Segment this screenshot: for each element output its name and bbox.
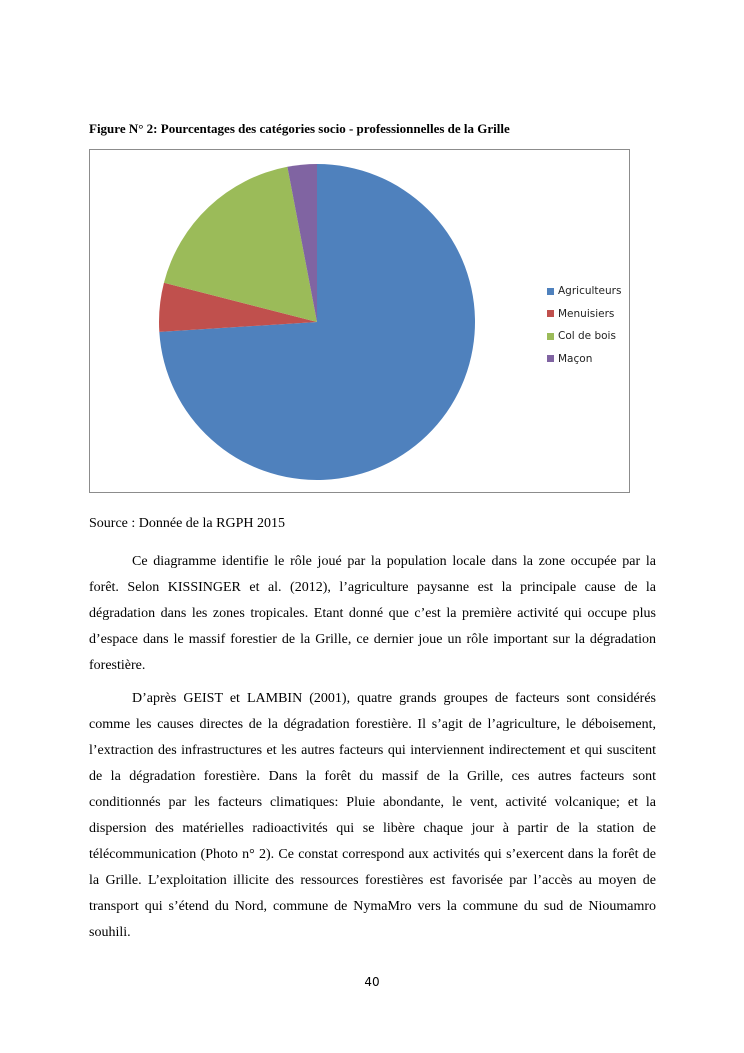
legend-swatch (547, 288, 554, 295)
figure-title: Figure N° 2: Pourcentages des catégories socio - professionnelles de la Grille (89, 121, 510, 136)
paragraph-2: D’après GEIST et LAMBIN (2001), quatre grands groupes de facteurs sont considérés comme les causes directes de la dégradation forestière. Il s’agit de l’agriculture, le déboisement, l’extraction des infrastructures et les autres facteurs qui interviennent indirectement et qui suscitent de la dégradation forestière. Dans la forêt du massif de la Grille, ces autres facteurs sont conditionnés par les facteurs climatiques: Pluie abondante, le vent, activité volcanique; et la dispersion des matérielles radioactivités qui se libère chaque jour à partir de la station de télécommunication (Photo n° 2). Ce constat correspond aux activités qui s’exercent dans la forêt de la Grille. L’exploitation illicite des ressources forestières est favorisée par l’accès au moyen de transport qui s’étend du Nord, commune de NymaMro vers la commune du sud de Nioumamro souhili. (89, 691, 656, 940)
legend-label: Menuisiers (558, 307, 615, 320)
paragraph-1: Ce diagramme identifie le rôle joué par la population locale dans la zone occupée par la forêt. Selon KISSINGER et al. (2012), l’agriculture paysanne est la principale cause de la dégradation dans les zones tropicales. Etant donné que c’est la première activité qui occupe plus d’espace dans le massif forestier de la Grille, ce dernier joue un rôle important sur la dégradation forestière. (89, 554, 656, 673)
legend-swatch (547, 355, 554, 362)
legend-item (547, 303, 621, 326)
legend-label: Agriculteurs (558, 285, 622, 298)
legend-swatch (547, 310, 554, 317)
legend-item (547, 325, 621, 348)
pie-chart (89, 149, 630, 493)
figure-source: Source : Donnée de la RGPH 2015 (89, 516, 285, 531)
body-text (89, 549, 656, 953)
chart-legend (547, 280, 621, 370)
legend-item (547, 348, 621, 371)
legend-item (547, 280, 621, 303)
legend-label: Maçon (558, 352, 593, 365)
legend-label: Col de bois (558, 330, 616, 343)
legend-swatch (547, 333, 554, 340)
page-number: 40 (364, 975, 380, 989)
